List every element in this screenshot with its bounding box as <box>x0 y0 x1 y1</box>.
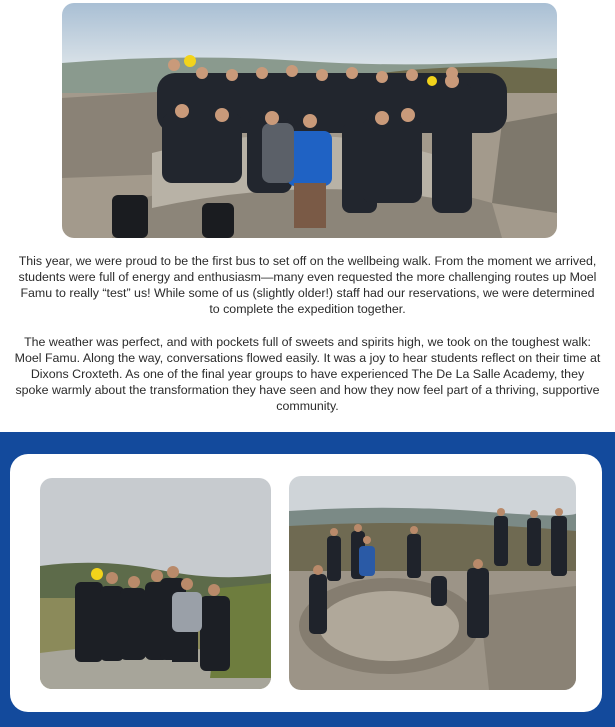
group-photo-summit-ruins <box>289 476 576 690</box>
hero-group-photo <box>62 3 557 238</box>
group-photo-hillside <box>40 478 271 689</box>
story-paragraph-1: This year, we were proud to be the first bus to set off on the wellbeing walk. From the moment we arrived, students were full of energy and enthusiasm—many even requested the more challenging routes up Moel Famu to really “test” us! While some of us (slightly older!) staff had our reservations, we were determined to complete the expedition together. <box>18 254 597 316</box>
story-paragraph-2: The weather was perfect, and with pockets full of sweets and spirits high, we took on the toughest walk: Moel Famu. Along the way, conversations flowed easily. It was a joy to hear students reflect on their time at Dixons Croxteth. As one of the final year groups to have experienced The De La Salle Academy, they spoke warmly about the transformation they have seen and how they now feel part of a thriving, supportive community. <box>14 335 601 413</box>
